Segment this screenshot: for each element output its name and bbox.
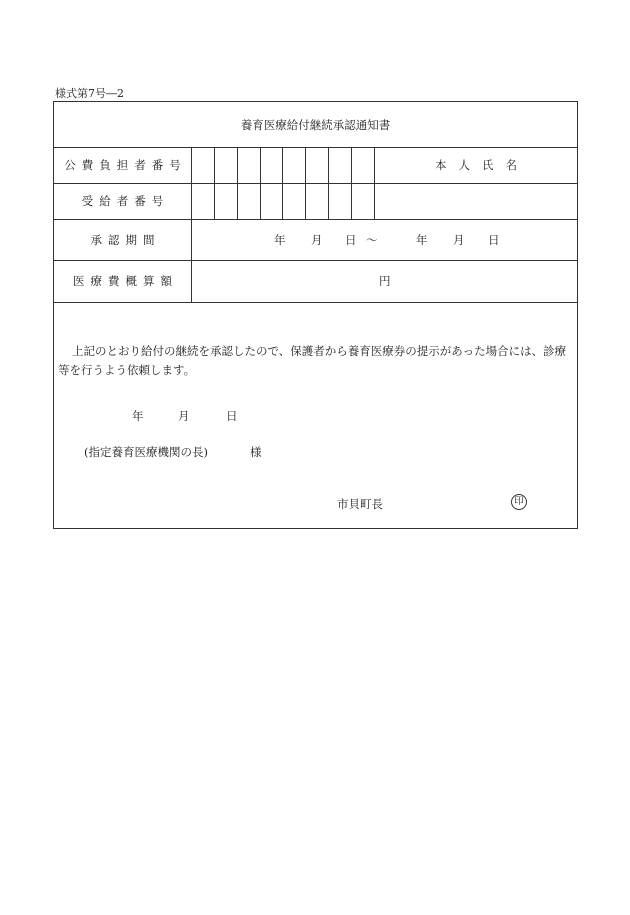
recipient-row [54,183,577,220]
digit-box[interactable] [352,183,375,219]
period-end-year: 年 [416,232,428,247]
period-tilde: ～ [366,232,378,247]
form-title: 養育医療給付継続承認通知書 [54,102,577,148]
approval-period-row [54,219,577,261]
digit-box[interactable] [261,147,283,183]
digit-box[interactable] [329,147,352,183]
date-day: 日 [226,409,238,423]
approval-period-field[interactable] [192,219,577,260]
seal-mark: 印 [511,494,527,510]
digit-box[interactable] [283,183,306,219]
public-expense-label: 公費負担者番号 [54,147,192,183]
digit-box[interactable] [352,147,375,183]
date-year: 年 [132,409,144,423]
notification-form [53,101,578,529]
digit-box[interactable] [329,183,352,219]
digit-box[interactable] [283,147,306,183]
digit-box[interactable] [261,183,283,219]
honorific: 様 [250,445,262,459]
medical-cost-field[interactable] [192,260,577,302]
period-start-month: 月 [311,232,323,247]
medical-cost-label: 医療費概算額 [54,260,192,302]
digit-box[interactable] [238,147,261,183]
public-expense-row [54,147,577,184]
date-month: 月 [178,409,190,423]
form-number: 様式第7号―2 [55,87,124,100]
body-paragraph: 上記のとおり給付の継続を承認したので、保護者から養育医療券の提示があった場合には、診療等を行うよう依頼します。 [58,344,567,377]
approval-period-label: 承認期間 [54,219,192,260]
yen-unit: 円 [379,274,391,288]
issuer: 市貝町長 [337,497,383,511]
medical-cost-row [54,260,577,303]
name-header: 本人氏名 [435,158,529,172]
recipient-label: 受給者番号 [54,183,192,219]
digit-box[interactable] [192,147,215,183]
period-start-day: 日 [345,232,357,247]
period-end-day: 日 [488,232,500,247]
digit-box[interactable] [306,147,329,183]
digit-box[interactable] [215,183,238,219]
period-end-month: 月 [453,232,465,247]
digit-box[interactable] [306,183,329,219]
period-start-year: 年 [274,232,286,247]
addressee: (指定養育医療機関の長) [84,445,208,459]
digit-box[interactable] [215,147,238,183]
digit-box[interactable] [192,183,215,219]
digit-box[interactable] [238,183,261,219]
